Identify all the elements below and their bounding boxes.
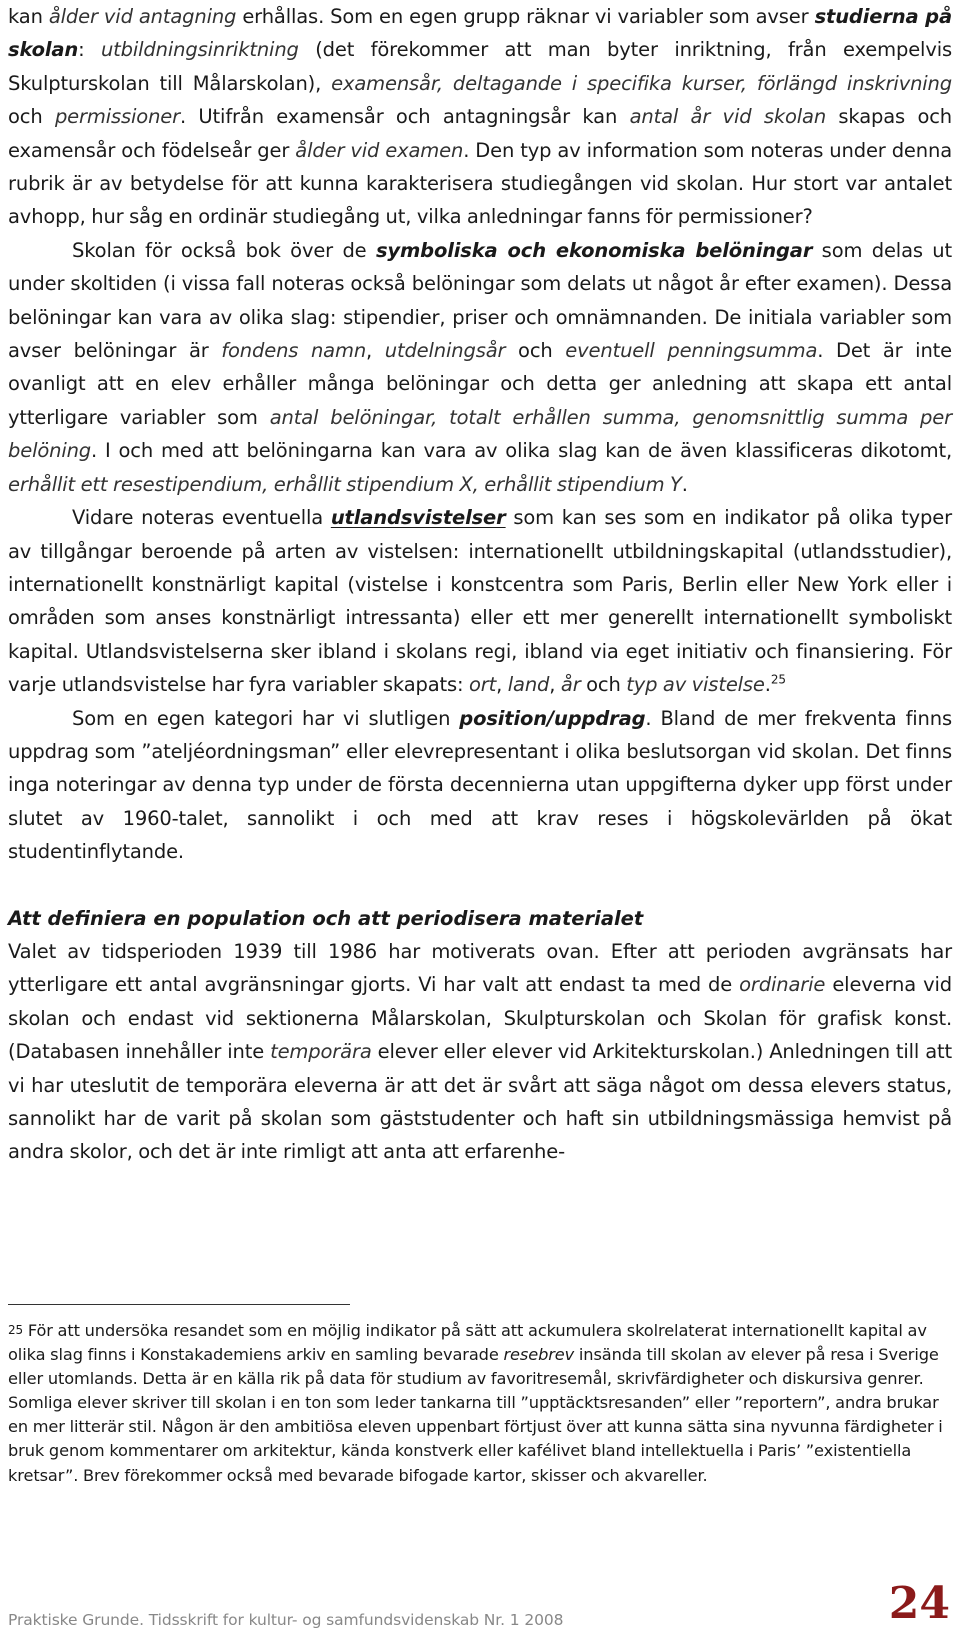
text: insända till skolan av elever på resa i Sverige eller utomlands. Detta är en källa rik på data för studium av favoritresemål, skrivfärdigheter och diskursiva genrer. Somliga elever skriver till skolan i en ton som leder tankarna till ”upptäcktsresanden” eller ”reportern”, andra brukar en mer litterär stil. Någon är den ambitiösa eleven uppenbart förtjust över att kunna sätta sina nyvunna färdigheter i bruk genom kommentarer om arkitektur, kända konstverk eller kafélivet bland intellektuella i Paris’ ”existentiella kretsar”. Brev förekommer också med bevarade bifogade kartor, skisser och akvareller.: [8, 1345, 943, 1485]
text: . Bland de mer frekventa finns uppdrag som ”ateljéordningsman” eller elevrepresentant i olika beslutsorgan vid skolan. Det finns inga noteringar av denna typ under de första decennierna utan uppgifterna dyker upp först under slutet av 1960-talet, sannolikt i och med att krav reses i högskolevärlden på ökat studentinflytande.: [8, 706, 952, 864]
italic-term: antal belöningar, totalt erhållen summa, genomsnittlig summa per belöning: [8, 405, 952, 463]
text: kan: [8, 5, 49, 28]
italic-term: eventuell penningsumma: [565, 339, 818, 363]
text: . Det är inte ovanligt att en elev erhåller många belöningar och detta ger anledning att skapa ett antal ytterligare variabler som: [8, 339, 952, 429]
text: elever eller elever vid Arkitekturskolan.) Anledningen till att vi har uteslutit de temporära eleverna är att det är svårt att säga något om dessa elevers status, sannolikt har de varit på skolan som gäststudenter och haft sin utbildningsmässiga hemvist på andra skolor, och det är inte rimligt att anta att erfarenhe-: [8, 1040, 952, 1164]
bold-term: utlandsvistelser: [330, 506, 506, 530]
footnote-ref[interactable]: 25: [770, 672, 786, 687]
text: :: [78, 38, 101, 62]
text: (det förekommer att man byter inriktning, från exempelvis Skulpturskolan till Målarskolan),: [8, 38, 952, 95]
italic-term: examensår, deltagande i specifika kurser, förlängd inskrivning: [331, 71, 952, 95]
bold-term: position/uppdrag: [459, 706, 646, 730]
paragraph-position: [8, 702, 952, 869]
section-heading: Att definiera en population och att periodisera materialet: [8, 906, 644, 930]
text: och: [505, 339, 566, 363]
text: .: [681, 472, 688, 496]
text: Som en egen kategori har vi slutligen: [72, 706, 460, 730]
italic-term: erhållit ett resestipendium, erhållit stipendium X, erhållit stipendium Y: [8, 472, 682, 496]
text: som delas ut under skoltiden (i vissa fall noteras också belöningar som delats ut något år efter examen). Dessa belöningar kan vara av olika slag: stipendier, priser och omnämnanden. De initiala variabler som avser belöningar är: [8, 238, 952, 363]
text: skapas och examensår och födelseår ger: [8, 105, 953, 162]
text: som kan ses som en indikator på olika typer av tillgångar beroende på arten av vistelsen: internationellt utbildningskapital (utlandsstudier), internationellt konstnärligt kapital (vistelse i konstcentra som Paris, Berlin eller New York eller i områden som anses konstnärligt intressanta) eller ett mer generellt internationellt symboliskt kapital. Utlandsvistelserna sker ibland i skolans regi, ibland via eget initiativ och finansiering. För varje utlandsvistelse har fyra variabler skapats:: [8, 506, 952, 697]
page-number: 24: [888, 1578, 950, 1629]
italic-term: ort: [469, 673, 497, 697]
footnote-divider: [8, 1304, 350, 1305]
text: . Den typ av information som noteras under denna rubrik är av betydelse för att kunna karakterisera studiegången vid skolan. Hur stort var antalet avhopp, hur såg en ordinär studiegång ut, vilka anledningar fanns för permissioner?: [8, 138, 952, 229]
text: Vidare noteras eventuella: [72, 506, 331, 530]
text: eleverna vid skolan och endast vid sektionerna Målarskolan, Skulpturskolan och Skolan för grafisk konst. (Databasen innehåller inte: [8, 973, 953, 1064]
italic-term: ordinarie: [739, 973, 826, 997]
italic-term: år: [560, 673, 581, 697]
text: .: [764, 673, 771, 697]
italic-term: permissioner: [54, 105, 180, 129]
footnote-number: 25: [8, 1323, 24, 1337]
paragraph-stays-abroad: [8, 501, 952, 701]
text: ,: [549, 673, 561, 697]
text: och: [580, 673, 627, 697]
italic-term: temporära: [270, 1040, 372, 1064]
paragraph-variables-studies: [8, 0, 952, 234]
text: Valet av tidsperioden 1939 till 1986 har motiverats ovan. Efter att perioden avgränsats har ytterligare ett antal avgränsningar gjorts. Vi har valt att endast ta med de: [8, 939, 952, 997]
text: ,: [366, 339, 385, 363]
text: ,: [496, 673, 508, 697]
italic-term: land: [507, 673, 550, 697]
paragraph-rewards: [8, 234, 952, 501]
italic-term: antal år vid skolan: [629, 105, 827, 129]
journal-footer: Praktiske Grunde. Tidsskrift for kultur- og samfundsvidenskab Nr. 1 2008: [8, 1611, 564, 1629]
text: För att undersöka resandet som en möjlig indikator på sätt att ackumulera skolrelaterat internationellt kapital av olika slag finns i Konstakademiens arkiv en samling bevarade: [8, 1321, 927, 1365]
italic-term: ålder vid examen: [295, 138, 464, 162]
italic-term: utbildningsinriktning: [100, 38, 299, 62]
italic-term: fondens namn: [221, 339, 367, 363]
text: . I och med att belöningarna kan vara av olika slag kan de även klassificeras dikotomt,: [91, 439, 952, 463]
italic-term: typ av vistelse: [626, 673, 765, 697]
bold-term: symboliska och ekonomiska belöningar: [375, 238, 813, 262]
italic-term: ålder vid antagning: [48, 5, 237, 28]
italic-term: utdelningsår: [384, 339, 506, 363]
footnote: [8, 1318, 952, 1488]
text: och: [8, 105, 55, 129]
italic-term: resebrev: [503, 1345, 575, 1365]
text: erhållas. Som en egen grupp räknar vi variabler som avser: [236, 5, 815, 28]
bold-term: studierna på skolan: [8, 5, 952, 62]
page-body: [8, 0, 952, 1169]
text: . Utifrån examensår och antagningsår kan: [180, 105, 630, 129]
paragraph-population: [8, 935, 952, 1169]
text: Skolan för också bok över de: [72, 238, 376, 262]
